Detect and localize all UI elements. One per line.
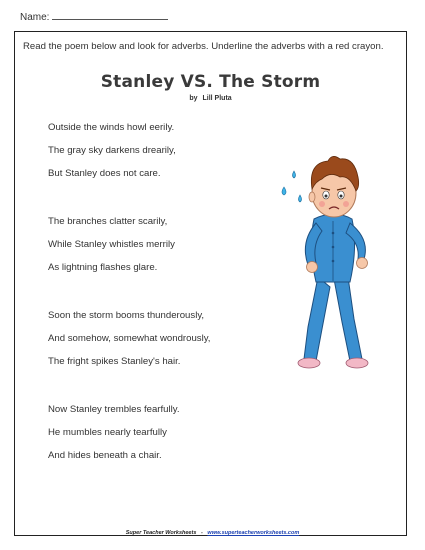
- name-field[interactable]: [20, 10, 168, 23]
- byline-author: Lill Pluta: [202, 95, 232, 102]
- poem-line: The branches clatter scarily,: [48, 216, 168, 227]
- sweat-drop-icon: [282, 187, 286, 195]
- stanza-4: [48, 404, 210, 473]
- footer-separator: -: [200, 530, 203, 536]
- sweat-drop-icon: [299, 195, 302, 202]
- poem-line: The gray sky darkens drearily,: [48, 145, 176, 156]
- poem-line: As lightning flashes glare.: [48, 262, 158, 273]
- poem-title: Stanley VS. The Storm: [100, 72, 321, 92]
- poem-line: And hides beneath a chair.: [48, 450, 162, 461]
- instructions-text: Read the poem below and look for adverbs. Underline the adverbs with a red crayon.: [23, 41, 384, 52]
- poem-line: He mumbles nearly tearfully: [48, 427, 167, 438]
- sweat-drop-icon: [293, 171, 296, 178]
- footer-website-link[interactable]: www.superteacherworksheets.com: [207, 530, 300, 536]
- poem-line: And somehow, somewhat wondrously,: [48, 333, 211, 344]
- poem-line: The fright spikes Stanley's hair.: [48, 356, 181, 367]
- stanza-3: [48, 310, 210, 379]
- poem-line: Outside the winds howl eerily.: [48, 122, 175, 133]
- byline: [15, 95, 406, 102]
- poem-line: But Stanley does not care.: [48, 168, 161, 179]
- stanza-2: [48, 216, 210, 285]
- poem: [48, 122, 210, 498]
- footer-publisher: Super Teacher Worksheets: [125, 530, 197, 536]
- poem-line: Now Stanley trembles fearfully.: [48, 404, 180, 415]
- name-label: Name:: [20, 12, 50, 23]
- stanza-1: [48, 122, 210, 191]
- name-blank-line[interactable]: [52, 10, 168, 20]
- worksheet-frame: [14, 31, 407, 536]
- scared-boy-illustration: [278, 147, 388, 382]
- footer: [0, 530, 425, 536]
- poem-line: While Stanley whistles merrily: [48, 239, 175, 250]
- poem-line: Soon the storm booms thunderously,: [48, 310, 205, 321]
- byline-by: by: [189, 95, 198, 102]
